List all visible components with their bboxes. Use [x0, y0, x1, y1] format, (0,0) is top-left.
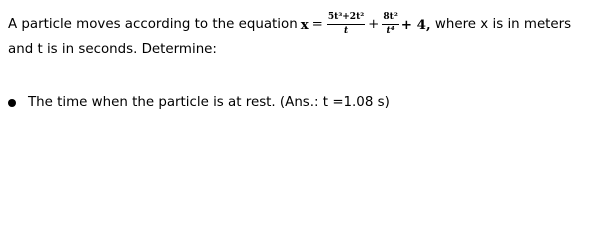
- problem-statement-line-1: [8, 12, 571, 37]
- fraction-term-2-numerator: 8t²: [382, 12, 398, 25]
- equation-equals: =: [311, 16, 323, 32]
- after-equation-text: [431, 17, 572, 33]
- after-equation-words: where x is in meters: [434, 16, 572, 32]
- problem-statement-line-2: and t is in seconds. Determine:: [8, 42, 217, 57]
- equation-constant: + 4,: [400, 16, 431, 33]
- fraction-term-2-denominator: t⁴: [386, 26, 395, 36]
- intro-text: A particle moves according to the equation: [8, 16, 298, 32]
- question-list-item: [8, 95, 390, 111]
- fraction-term-2: [382, 12, 398, 37]
- fraction-term-1-denominator: t: [343, 26, 349, 36]
- equation-plus: +: [368, 16, 380, 32]
- equation-lhs: x: [300, 16, 309, 33]
- question-text: The time when the particle is at rest. (Ans.: t =1.08 s): [28, 95, 390, 110]
- fraction-term-1-numerator: 5t³+2t²: [327, 12, 365, 25]
- bullet-icon: [8, 99, 16, 107]
- fraction-term-1: [327, 12, 365, 37]
